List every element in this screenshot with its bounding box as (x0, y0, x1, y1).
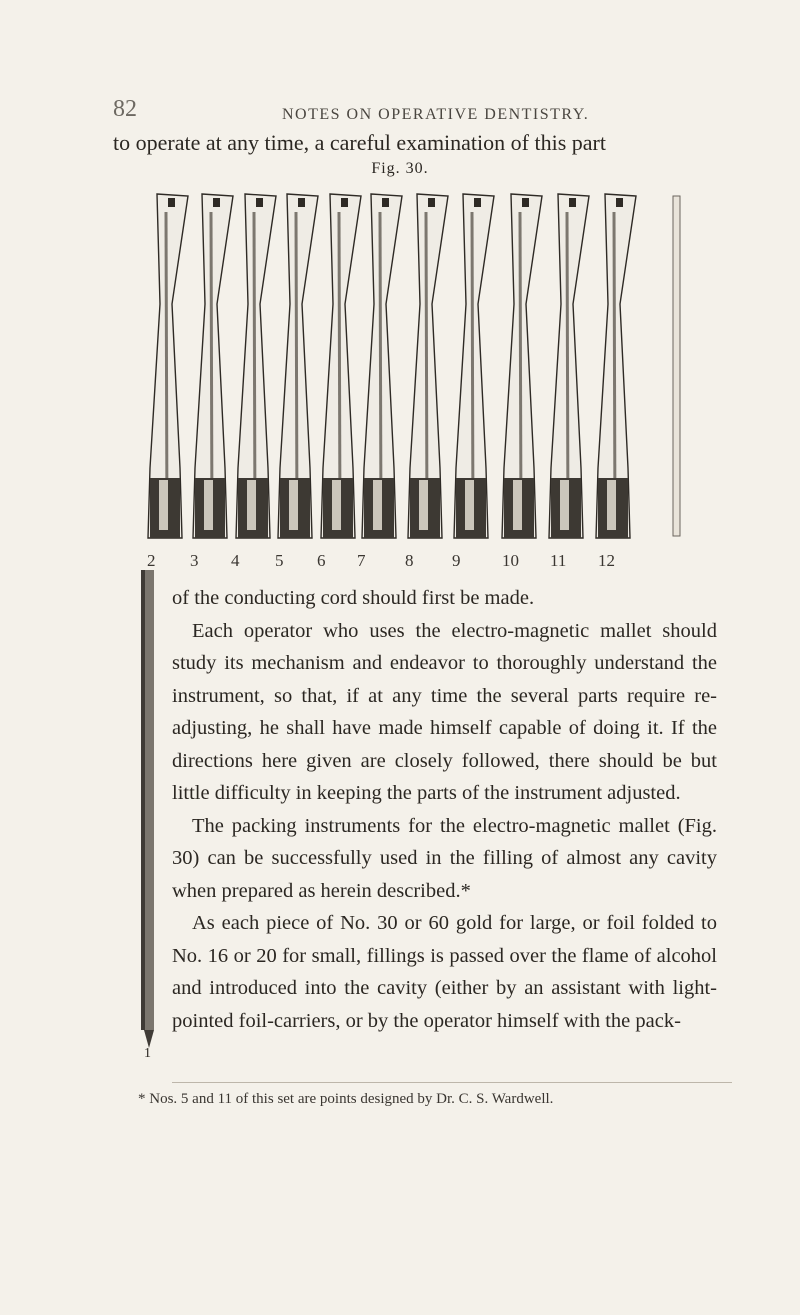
instrument-number-9: 9 (452, 551, 461, 570)
instrument-number-3: 3 (190, 551, 199, 570)
running-title: NOTES ON OPERATIVE DENTISTRY. (282, 106, 590, 123)
instrument-number-5: 5 (275, 551, 284, 570)
page-number: 82 (113, 96, 137, 122)
instrument-1-illustration (138, 570, 166, 1050)
lead-line: to operate at any time, a careful examination of this part (113, 130, 606, 155)
paragraph-packing-instruments: The packing instruments for the electro-magnetic mallet (Fig. 30) can be successfully used in the filling of almost any cavity when prepared as herein described.* (172, 814, 717, 902)
paragraph-mechanism: Each operator who uses the electro-magnetic mallet should study its mechanism and endeavor to thoroughly understand the instrument, so that, if at any time the several parts require re-adjusting, he shall have made himself capable of doing it. If the directions here given are closely followed, there should be but little difficulty in keeping the parts of the instrument adjusted. (172, 619, 717, 804)
instrument-1-shaft (673, 196, 680, 536)
footnote-rule (172, 1082, 732, 1083)
instrument-9 (454, 194, 494, 538)
instrument-10 (502, 194, 542, 538)
instrument-number-11: 11 (550, 551, 567, 570)
instrument-3 (193, 194, 233, 538)
instrument-figure (140, 186, 690, 546)
instrument-set (148, 194, 636, 538)
footnote: * Nos. 5 and 11 of this set are points designed by Dr. C. S. Wardwell. (138, 1091, 554, 1107)
body-text (172, 582, 717, 1037)
instrument-11 (549, 194, 589, 538)
paragraph-continuation: of the conducting cord should first be made. (172, 587, 535, 609)
instrument-number-7: 7 (357, 551, 366, 570)
instrument-number-6: 6 (317, 551, 326, 570)
paragraph-gold-foil: As each piece of No. 30 or 60 gold for large, or foil folded to No. 16 or 20 for small, fillings is passed over the flame of alcohol and introduced into the cavity (either by an assistant with light-pointed foil-carriers, or by the operator himself with the pack- (172, 912, 717, 1032)
instrument-2 (148, 194, 188, 538)
instrument-6 (321, 194, 361, 538)
instrument-number-1: 1 (144, 1046, 151, 1061)
instrument-number-8: 8 (405, 551, 414, 570)
instrument-number-10: 10 (502, 551, 519, 570)
instrument-8 (408, 194, 448, 538)
instrument-5 (278, 194, 318, 538)
instrument-4 (236, 194, 276, 538)
instrument-12 (596, 194, 636, 538)
instrument-number-12: 12 (598, 551, 615, 570)
instrument-7 (362, 194, 402, 538)
instrument-number-4: 4 (231, 551, 240, 570)
instrument-number-2: 2 (147, 551, 156, 570)
figure-caption: Fig. 30. (371, 160, 429, 177)
instrument-number-row (0, 551, 800, 573)
